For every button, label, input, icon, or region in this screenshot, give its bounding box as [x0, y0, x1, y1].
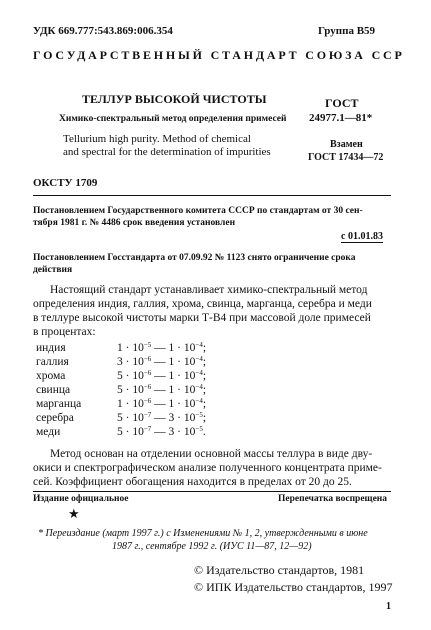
impurity-row: хрома $5 \cdot 10^{-6}$ — $1 \cdot 10^{-4}$;: [36, 369, 207, 382]
effective-date: с 01.01.83: [341, 231, 383, 242]
copyright-1981: © Издательство стандартов, 1981: [194, 563, 365, 577]
method-paragraph: [33, 447, 391, 489]
okstu-code: ОКСТУ 1709: [33, 177, 98, 189]
page-number: 1: [386, 601, 391, 612]
english-title-line1: Tellurium high purity. Method of chemical: [63, 133, 251, 145]
gost-number: 24977.1—81*: [309, 112, 373, 124]
intro-line: в теллуре высокой чистоты марки Т-В4 при массовой доле примесей: [33, 312, 371, 324]
copyright-1997: © ИПК Издательство стандартов, 1997: [194, 580, 393, 594]
intro-line: Настоящий стандарт устанавливает химико-спектральный метод: [50, 284, 368, 296]
group-code: Группа B59: [318, 25, 376, 37]
method-line: сей. Коэффициент обогащения находится в пределах от 20 до 25.: [33, 476, 352, 488]
official-edition: Издание официальное: [33, 494, 129, 504]
method-line: Метод основан на отделении основной массы теллура в виде дву-: [50, 448, 373, 460]
document-subtitle: Химико-спектральный метод определения примесей: [59, 114, 287, 124]
replaces-label: Взамен: [330, 139, 363, 150]
gost-label: ГОСТ: [325, 96, 359, 110]
standard-title: ГОСУДАРСТВЕННЫЙ СТАНДАРТ СОЮЗА ССР: [33, 48, 405, 62]
english-title-line2: and spectral for the determination of impurities: [63, 146, 271, 158]
replaces-number: ГОСТ 17434—72: [308, 152, 384, 163]
document-title: ТЕЛЛУР ВЫСОКОЙ ЧИСТОТЫ: [82, 92, 267, 106]
reprint-prohibited: Перепечатка воспрещена: [278, 494, 388, 504]
decree-line2: тября 1981 г. № 4486 срок введения установлен: [33, 218, 236, 228]
intro-paragraph: [33, 283, 391, 339]
impurity-row: марганца $1 \cdot 10^{-6}$ — $1 \cdot 10^{-4}$;: [36, 397, 207, 410]
impurity-row: серебра $5 \cdot 10^{-7}$ — $3 \cdot 10^{-5}$;: [36, 411, 207, 424]
divider-bottom: [33, 491, 391, 492]
impurity-row: свинца $5 \cdot 10^{-6}$ — $1 \cdot 10^{-4}$;: [36, 383, 207, 396]
lifted-line2: действия: [33, 265, 73, 275]
impurity-row: индия $1 \cdot 10^{-5}$ — $1 \cdot 10^{-4}$;: [36, 341, 207, 354]
impurity-row: меди $5 \cdot 10^{-7}$ — $3 \cdot 10^{-5}$.: [36, 425, 206, 438]
intro-line: определения индия, галлия, хрома, свинца, марганца, серебра и меди: [33, 298, 372, 310]
reissue-note-line2: 1987 г., сентябре 1992 г. (ИУС 11—87, 12—92): [112, 541, 312, 552]
lifted-line1: Постановлением Госстандарта от 07.09.92 № 1123 снято ограничение срока: [33, 253, 356, 263]
divider-top: [33, 195, 391, 196]
intro-line: в процентах:: [33, 326, 96, 338]
reissue-note-line1: * Переиздание (март 1997 г.) с Изменениями № 1, 2, утвержденными в июне: [38, 528, 368, 539]
udk-code: УДК 669.777:543.869:006.354: [33, 25, 173, 37]
star-icon: ★: [68, 506, 80, 521]
method-line: окиси и спектрографическом анализе полученного концентрата приме-: [33, 462, 382, 474]
impurity-row: галлия $3 \cdot 10^{-6}$ — $1 \cdot 10^{-4}$;: [36, 355, 207, 368]
decree-line1: Постановлением Государственного комитета СССР по стандартам от 30 сен-: [33, 206, 363, 216]
